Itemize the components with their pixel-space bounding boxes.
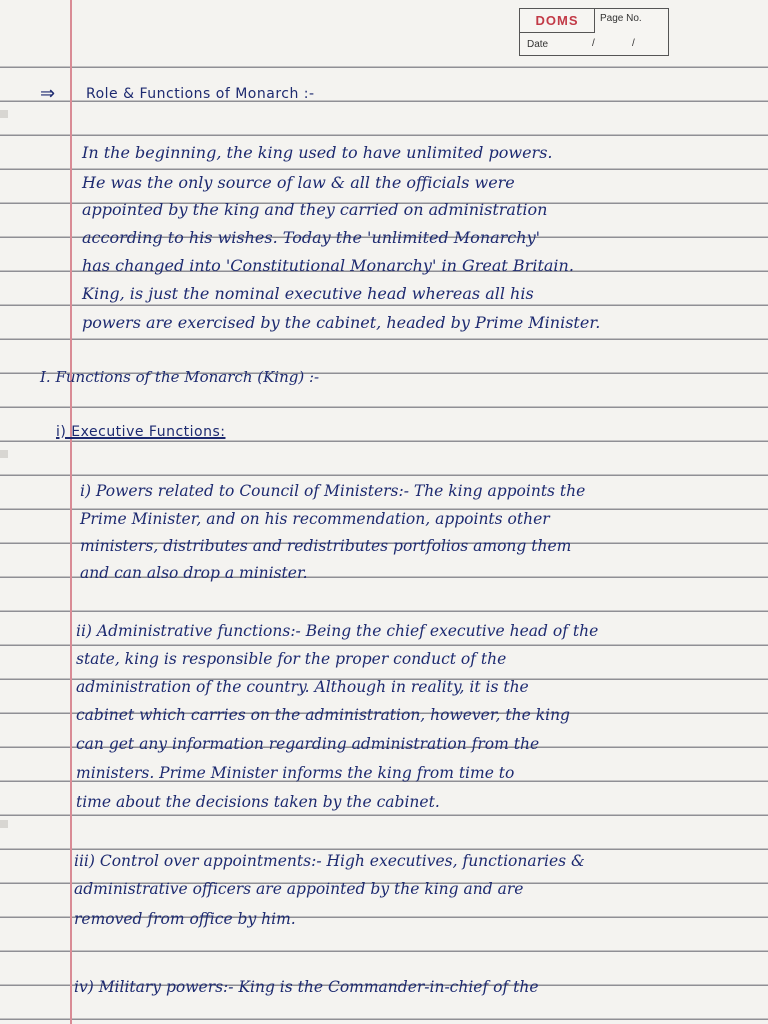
page-number-box	[519, 8, 669, 56]
text-line: and can also drop a minister.	[80, 564, 308, 582]
binding-hole	[0, 820, 8, 828]
page-title: Role & Functions of Monarch :-	[86, 86, 315, 102]
arrow-icon: ⇒	[40, 83, 56, 104]
page-no-label: Page No.	[600, 13, 642, 24]
text-line: can get any information regarding administration from the	[76, 735, 540, 753]
text-line: administration of the country. Although in reality, it is the	[76, 678, 529, 696]
subsection-heading: i) Executive Functions:	[56, 424, 226, 440]
text-line: cabinet which carries on the administration, however, the king	[76, 706, 570, 724]
text-line: ministers. Prime Minister informs the king from time to	[76, 764, 515, 782]
text-line: time about the decisions taken by the cabinet.	[76, 793, 440, 811]
binding-hole	[0, 110, 8, 118]
text-line: ii) Administrative functions:- Being the chief executive head of the	[76, 622, 599, 640]
text-line: Prime Minister, and on his recommendation, appoints other	[80, 510, 550, 528]
text-line: iii) Control over appointments:- High executives, functionaries &	[74, 852, 585, 870]
text-line: removed from office by him.	[74, 910, 296, 928]
text-line: appointed by the king and they carried on administration	[82, 200, 548, 219]
text-line: according to his wishes. Today the 'unlimited Monarchy'	[82, 228, 541, 247]
text-line: administrative officers are appointed by the king and are	[74, 880, 524, 898]
text-line: In the beginning, the king used to have unlimited powers.	[82, 143, 553, 162]
date-separator: /	[592, 38, 595, 49]
text-line: ministers, distributes and redistributes portfolios among them	[80, 537, 572, 555]
text-line: He was the only source of law & all the officials were	[82, 173, 515, 192]
date-separator: /	[632, 38, 635, 49]
text-line: iv) Military powers:- King is the Commander-in-chief of the	[74, 978, 539, 996]
text-line: King, is just the nominal executive head whereas all his	[82, 284, 534, 303]
text-line: powers are exercised by the cabinet, headed by Prime Minister.	[82, 313, 601, 332]
margin-line	[70, 0, 72, 1024]
date-label: Date	[527, 39, 549, 50]
binding-hole	[0, 450, 8, 458]
brand-logo: DOMS	[520, 9, 595, 33]
date-row	[520, 32, 668, 55]
text-line: state, king is responsible for the proper conduct of the	[76, 650, 507, 668]
text-line: has changed into 'Constitutional Monarchy' in Great Britain.	[82, 256, 574, 275]
section-heading: I. Functions of the Monarch (King) :-	[40, 368, 320, 386]
text-line: i) Powers related to Council of Ministers:- The king appoints the	[80, 482, 586, 500]
